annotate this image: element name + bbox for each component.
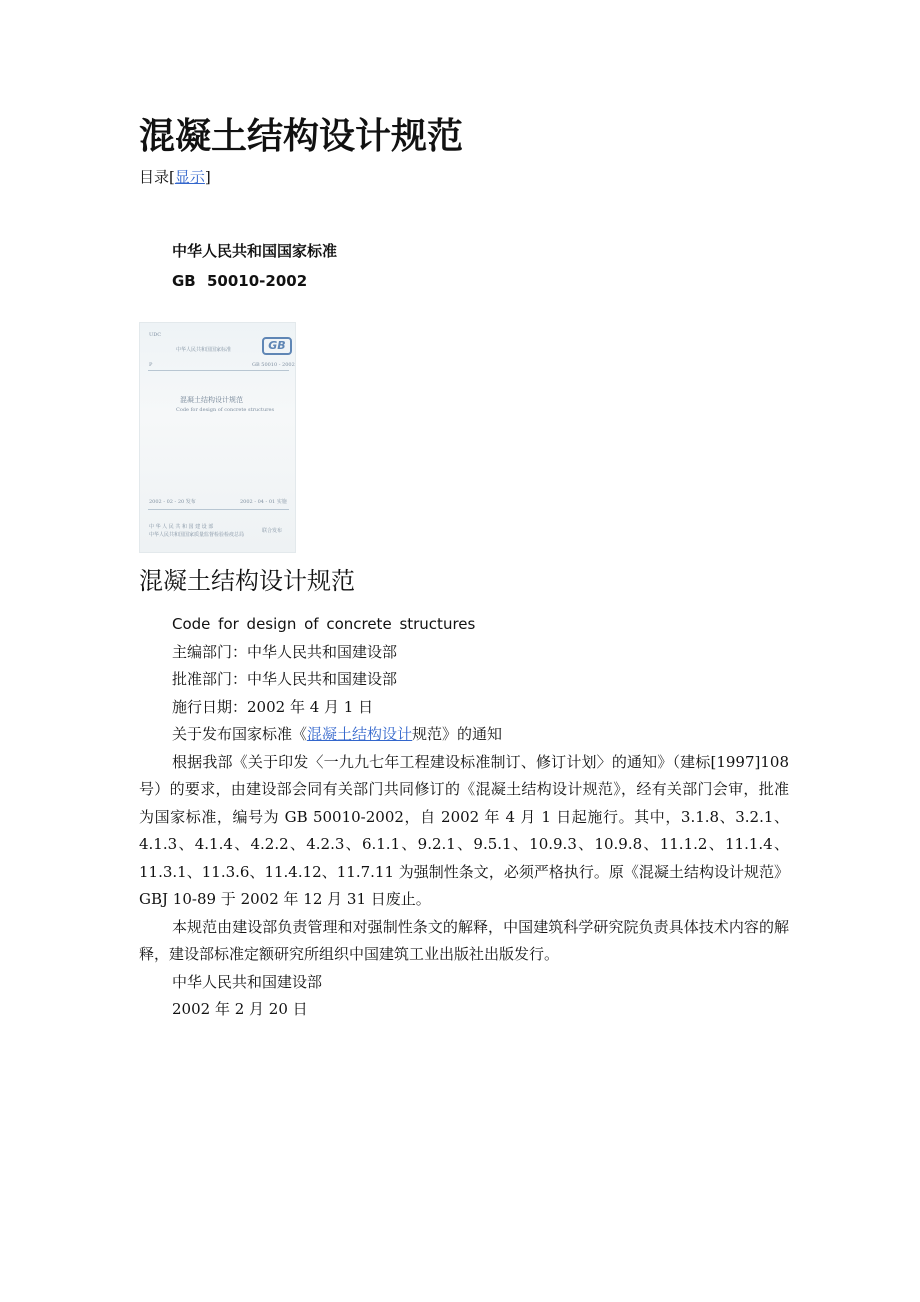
english-title: Code for design of concrete structures <box>172 615 476 633</box>
standard-label: 中华人民共和国国家标准 <box>172 242 338 260</box>
notice-paragraph-1: 根据我部《关于印发〈一九九七年工程建设标准制订、修订计划〉的通知》（建标[1997]108 号）的要求，由建设部会同有关部门共同修订的《混凝土结构设计规范》，经有关部门会审，批准为国家标准，编号为 GB 50010-2002，自 2002 年 4 月 1 日起施行。其中，3.1.8、3.2.1、4.1.3、4.1.4、4.2.2、4.2.3、6.1.1、9.2.1、9.5.1、10.9.3、10.9.8、11.1.2、11.1.4、11.3.1、11.3.6、11.4.12、11.7.11 为强制性条文，必须严格执行。原《混凝土结构设计规范》GBJ 10-89 于 2002 年 12 月 31 日废止。 <box>139 752 789 908</box>
notice-link[interactable]: 混凝土结构设计 <box>307 725 413 743</box>
cover-header: 中华人民共和国国家标准 <box>176 347 232 353</box>
cover-title-cn: 混凝土结构设计规范 <box>180 396 243 404</box>
signature: 中华人民共和国建设部 <box>172 972 323 991</box>
cover-effective: 2002 - 04 - 01 实施 <box>240 499 287 505</box>
cover-divider-bottom <box>148 509 289 510</box>
approver-line: 批准部门：中华人民共和国建设部 <box>172 670 398 688</box>
notice-prefix: 关于发布国家标准《 <box>172 725 308 743</box>
signature-date: 2002 年 2 月 20 日 <box>172 1000 308 1018</box>
cover-divider <box>148 370 289 371</box>
notice-suffix: 规范》的通知 <box>412 725 503 743</box>
book-cover-image <box>139 322 296 553</box>
cover-publisher-1: 中 华 人 民 共 和 国 建 设 部 <box>149 524 214 530</box>
page-title: 混凝土结构设计规范 <box>139 115 464 157</box>
cover-p: P <box>149 362 153 368</box>
gb-logo-icon: GB <box>262 337 292 355</box>
standard-code: GB 50010-2002 <box>172 272 308 290</box>
cover-joint: 联合发布 <box>262 528 283 534</box>
cover-issued: 2002 - 02 - 20 发布 <box>149 499 196 505</box>
cover-publisher-2: 中华人民共和国国家质量监督检验检疫总局 <box>149 532 245 538</box>
effective-date-line: 施行日期：2002 年 4 月 1 日 <box>172 697 374 716</box>
table-of-contents <box>139 166 211 188</box>
toc-label: 目录 <box>139 168 170 186</box>
cover-title-en: Code for design of concrete structures <box>176 407 275 413</box>
toc-bracket-open: [ <box>169 168 175 186</box>
document-body <box>139 611 789 1024</box>
cover-code: GB 50010 - 2002 <box>252 362 295 368</box>
toc-bracket-close: ] <box>204 168 211 186</box>
cover-udc: UDC <box>149 332 162 338</box>
section-title: 混凝土结构设计规范 <box>139 567 355 595</box>
notice-paragraph-2: 本规范由建设部负责管理和对强制性条文的解释，中国建筑科学研究院负责具体技术内容的解释，建设部标准定额研究所组织中国建筑工业出版社出版发行。 <box>139 917 789 963</box>
notice-line <box>139 721 789 749</box>
toc-show-link[interactable]: 显示 <box>174 168 205 186</box>
editor-line: 主编部门：中华人民共和国建设部 <box>172 642 398 661</box>
